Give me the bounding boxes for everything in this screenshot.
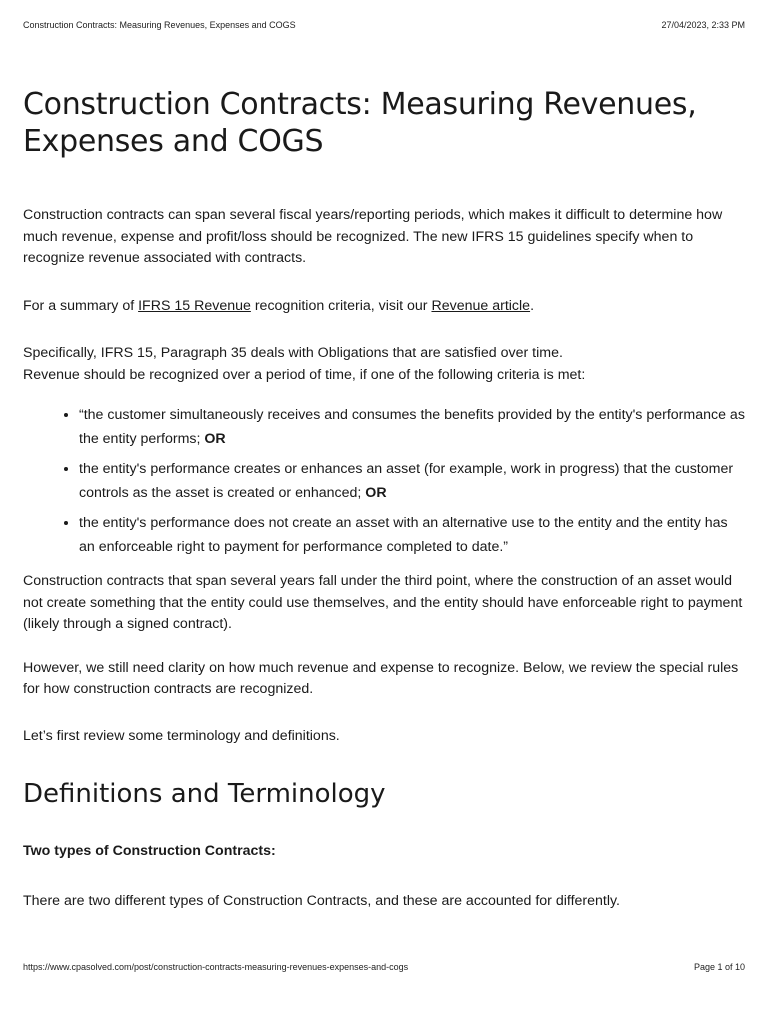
page-url: https://www.cpasolved.com/post/construction-contracts-measuring-revenues-expenses-and-cogs xyxy=(23,962,409,972)
summary-prefix: For a summary of xyxy=(23,297,139,314)
page-title: Construction Contracts: Measuring Revenues, Expenses and COGS xyxy=(23,87,697,159)
section-heading: Definitions and Terminology xyxy=(23,779,386,809)
list-item xyxy=(79,512,747,559)
list-item xyxy=(79,458,747,505)
subheading: Two types of Construction Contracts: xyxy=(23,843,276,859)
article-body xyxy=(23,86,747,938)
third-point-paragraph: Construction contracts that span several years fall under the third point, where the construction of an asset would not create something that the entity could use themselves, and the entity should have enforceable right to payment (likely through a signed contract). xyxy=(23,573,743,632)
ifrs15-revenue-link[interactable]: IFRS 15 Revenue xyxy=(138,297,251,314)
print-timestamp: 27/04/2023, 2:33 PM xyxy=(661,20,745,30)
list-item xyxy=(79,404,747,451)
two-types-paragraph: There are two different types of Construction Contracts, and these are accounted for differently. xyxy=(23,892,620,909)
summary-suffix: . xyxy=(530,297,535,314)
para35-line2: Revenue should be recognized over a period of time, if one of the following criteria is met: xyxy=(23,366,586,383)
print-doc-title: Construction Contracts: Measuring Revenues, Expenses and COGS xyxy=(23,20,296,30)
print-footer xyxy=(23,962,745,972)
intro-paragraph: Construction contracts can span several fiscal years/reporting periods, which makes it difficult to determine how much revenue, expense and profit/loss should be recognized. The new IFRS 15 guidelines specify when to recognize revenue associated with contracts. xyxy=(23,207,723,266)
criteria-list xyxy=(23,404,747,559)
para35-line1: Specifically, IFRS 15, Paragraph 35 deals with Obligations that are satisfied over time. xyxy=(23,345,563,361)
criterion-text: the entity's performance does not create an asset with an alternative use to the entity and the entity has an enforceable right to payment for performance completed to date.” xyxy=(79,515,728,555)
summary-middle: recognition criteria, visit our xyxy=(250,297,432,314)
page-number: Page 1 of 10 xyxy=(693,962,745,972)
paragraph-35-intro xyxy=(23,343,747,386)
revenue-article-link[interactable]: Revenue article xyxy=(431,297,531,314)
criterion-text: “the customer simultaneously receives and consumes the benefits provided by the entity's performance as the entity performs; xyxy=(79,407,745,447)
review-paragraph: Let’s first review some terminology and definitions. xyxy=(23,727,340,744)
clarity-paragraph: However, we still need clarity on how much revenue and expense to recognize. Below, we review the special rules for how construction contracts are recognized. xyxy=(23,659,739,697)
criterion-emphasis: OR xyxy=(204,430,226,447)
summary-paragraph xyxy=(23,296,747,318)
criterion-text: the entity's performance creates or enhances an asset (for example, work in progress) that the customer controls as the asset is created or enhanced; xyxy=(79,461,734,501)
criterion-emphasis: OR xyxy=(365,484,387,501)
print-header xyxy=(23,20,745,30)
